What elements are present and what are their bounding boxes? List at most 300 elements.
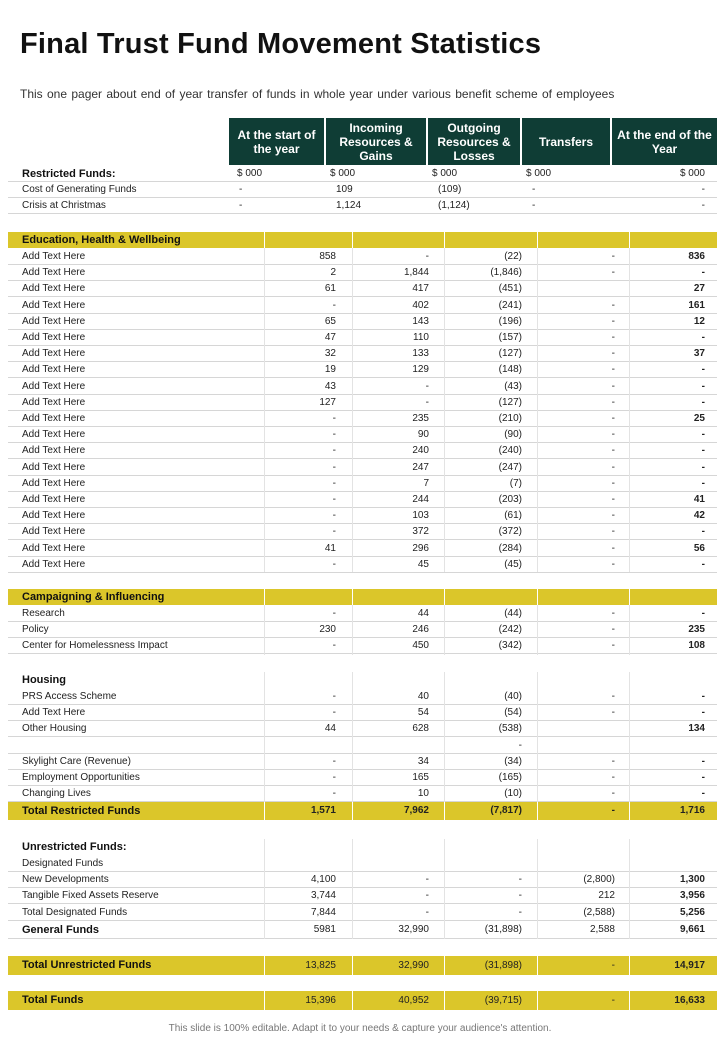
value-cell: (284) [498,542,522,554]
value-cell: - [701,772,705,783]
footer-note: This slide is 100% editable. Adapt it to your needs & capture your audience's attention. [168,1023,552,1034]
value-cell: - [611,396,615,408]
value-cell: - [611,542,615,554]
value-cell: (127) [498,348,522,360]
column-separator [537,605,538,655]
value-cell: (203) [498,494,522,505]
value-cell: - [332,413,336,424]
column-divider [352,589,353,605]
value-cell: 44 [324,723,336,735]
value-cell: - [611,691,615,702]
value-cell: 9,661 [679,924,705,935]
value-cell: - [332,510,336,522]
table-row [8,638,717,654]
value-cell: - [332,526,336,538]
table-row [8,622,717,638]
value-cell: (54) [504,707,522,719]
value-cell: 417 [412,283,429,295]
value-cell: 858 [319,251,336,262]
value-cell: - [332,494,336,505]
table-row [8,265,717,281]
value-cell: 19 [324,364,336,376]
table-row [8,314,717,330]
total-unrestricted-row [8,956,717,975]
table-row [8,362,717,378]
value-cell: (61) [504,510,522,522]
value-cell: 247 [412,461,429,473]
row-label: PRS Access Scheme [22,691,117,702]
row-label: Cost of Generating Funds [22,184,137,195]
value-cell: - [611,251,615,262]
value-cell: - [701,788,705,800]
value-cell: 7,844 [310,906,336,918]
value-cell: 10 [417,788,429,800]
value-cell: (538) [498,723,522,735]
value-cell: - [611,640,615,652]
value-cell: (451) [498,283,522,295]
value-cell: 235 [412,413,429,424]
column-separator [264,672,265,802]
row-label: Add Text Here [22,494,86,505]
column-separator [629,672,630,802]
value-cell: (342) [498,640,522,652]
table-row [8,541,717,557]
value-cell: 13,825 [305,960,336,971]
table-row [8,198,717,214]
value-cell: - [701,461,705,473]
value-cell: 5,256 [679,906,705,918]
value-cell: - [611,960,615,971]
row-label: Total Restricted Funds [22,805,141,817]
value-cell: 2 [330,267,336,279]
value-cell: - [611,315,615,327]
value-cell: - [532,184,536,195]
value-cell: - [611,526,615,538]
row-label: Add Text Here [22,477,86,489]
table-row [8,856,717,872]
value-cell [540,856,615,872]
table-row [8,872,717,888]
value-cell: (40) [504,691,522,702]
column-header-end: At the end of the Year [612,118,717,165]
value-cell: (1,124) [438,200,470,211]
table-row [8,492,717,508]
row-label: Add Text Here [22,396,86,408]
value-cell: - [611,805,615,816]
value-cell: - [701,691,705,702]
value-cell: (2,588) [583,906,615,918]
value-cell: 5981 [313,924,336,935]
section-restricted [8,166,717,182]
value-cell: - [425,890,429,902]
value-cell: (240) [498,445,522,457]
value-cell: 212 [598,890,615,902]
column-divider [629,589,630,605]
row-label: Total Funds [22,994,84,1006]
column-separator [352,248,353,572]
table-row [8,905,717,921]
column-header-start: At the start of the year [229,118,324,165]
value-cell: - [701,707,705,719]
value-cell: - [425,906,429,918]
row-label: Add Text Here [22,413,86,424]
value-cell: 3,956 [679,890,705,902]
value-cell: (372) [498,526,522,538]
value-cell: (1,846) [490,267,522,279]
row-label: Center for Homelessness Impact [22,640,168,652]
value-cell: - [701,364,705,376]
column-divider [352,991,353,1010]
value-cell: (210) [498,413,522,424]
value-cell: 43 [324,380,336,392]
row-label: Restricted Funds: [22,168,116,180]
value-cell: - [611,299,615,311]
value-cell: 240 [412,445,429,457]
total-restricted-row [8,802,717,820]
value-cell: - [701,332,705,343]
value-cell: - [611,788,615,800]
row-label: Add Text Here [22,348,86,360]
value-cell: 42 [693,510,705,522]
value-cell: 402 [412,299,429,311]
column-separator [629,839,630,939]
row-label: Add Text Here [22,251,86,262]
value-cell: (157) [498,332,522,343]
column-separator [444,839,445,939]
value-cell: - [332,755,336,767]
column-divider [352,956,353,975]
table-row [8,443,717,459]
column-separator [537,672,538,802]
value-cell: - [611,364,615,376]
section-campaigning [8,589,717,605]
value-cell: - [611,380,615,392]
value-cell: 1,844 [403,267,429,279]
value-cell: - [611,995,615,1006]
value-cell: - [425,396,429,408]
value-cell [633,738,705,754]
table-row [8,411,717,427]
value-cell: 244 [412,494,429,505]
value-cell: 32,990 [398,924,429,935]
section-unrestricted [8,839,717,855]
value-cell: 65 [324,315,336,327]
value-cell: - [701,445,705,457]
general-funds-row [8,921,717,939]
value-cell: 15,396 [305,995,336,1006]
table-row [8,524,717,540]
value-cell: - [332,299,336,311]
table-row [8,427,717,443]
column-divider [629,991,630,1010]
value-cell: - [611,755,615,767]
unit-label: $ 000 [679,168,705,179]
table-row [8,754,717,770]
value-cell: 296 [412,542,429,554]
value-cell: - [518,874,522,886]
value-cell [448,856,522,872]
value-cell: 108 [688,640,705,652]
row-label: Skylight Care (Revenue) [22,755,131,767]
value-cell: 41 [324,542,336,554]
table-row [8,182,717,198]
value-cell: - [701,380,705,392]
value-cell: (2,800) [583,874,615,886]
row-label: Employment Opportunities [22,772,140,783]
table-row [8,476,717,492]
column-separator [629,605,630,655]
column-divider [444,991,445,1010]
row-label: Add Text Here [22,526,86,538]
value-cell: (43) [504,380,522,392]
value-cell: 836 [688,251,705,262]
column-separator [352,839,353,939]
column-separator [537,248,538,572]
value-cell [264,738,336,754]
column-separator [444,248,445,572]
row-label: Add Text Here [22,429,86,441]
value-cell: 129 [412,364,429,376]
value-cell: - [611,445,615,457]
value-cell: 110 [413,332,429,343]
value-cell: - [332,772,336,783]
table-row [8,330,717,346]
value-cell: (10) [504,788,522,800]
table-row [8,770,717,786]
row-label: Crisis at Christmas [22,200,106,211]
row-label: Campaigning & Influencing [22,591,165,603]
value-cell: 1,716 [679,805,705,816]
value-cell: - [332,445,336,457]
value-cell: - [239,200,243,211]
table-row [8,298,717,314]
value-cell: (90) [504,429,522,441]
value-cell: 127 [319,396,336,408]
column-divider [537,802,538,820]
column-separator [264,248,265,572]
row-label: Tangible Fixed Assets Reserve [22,890,159,902]
row-label: Add Text Here [22,707,86,719]
row-label: Add Text Here [22,542,86,554]
value-cell: - [425,874,429,886]
row-label: Add Text Here [22,558,86,570]
table-row [8,281,717,297]
value-cell: - [611,608,615,619]
table-row [8,738,717,754]
page-subtitle: This one pager about end of year transfer of funds in whole year under various benefit scheme of employees [20,87,615,101]
table-row [8,346,717,362]
column-divider [444,956,445,975]
row-label: Add Text Here [22,445,86,457]
column-divider [629,802,630,820]
value-cell: - [332,558,336,570]
value-cell: (22) [504,251,522,262]
row-label: Total Designated Funds [22,906,128,918]
value-cell: - [701,558,705,570]
value-cell: (127) [498,396,522,408]
value-cell: - [518,739,522,751]
value-cell: 45 [417,558,429,570]
value-cell: - [611,772,615,783]
value-cell: 1,571 [310,805,336,816]
column-divider [264,956,265,975]
value-cell: - [611,332,615,343]
table-row [8,721,717,737]
row-label: Changing Lives [22,788,91,800]
value-cell: 61 [324,283,336,295]
value-cell: - [611,429,615,441]
value-cell: - [332,477,336,489]
column-separator [444,672,445,802]
value-cell: 47 [324,332,336,343]
value-cell: 143 [412,315,429,327]
value-cell: 2,588 [589,924,615,935]
value-cell: 27 [693,283,705,295]
value-cell: (34) [504,755,522,767]
value-cell: - [332,429,336,441]
table-row [8,705,717,721]
value-cell: 165 [412,772,429,783]
value-cell: 103 [412,510,429,522]
value-cell: (242) [498,624,522,636]
column-divider [444,589,445,605]
value-cell: (45) [504,558,522,570]
value-cell: 134 [688,723,705,735]
column-separator [264,839,265,939]
row-label: Total Unrestricted Funds [22,959,152,971]
row-label: Housing [22,674,66,686]
row-label: Add Text Here [22,332,86,343]
value-cell: - [611,477,615,489]
value-cell: 56 [693,542,705,554]
value-cell: - [332,461,336,473]
row-label: Add Text Here [22,299,86,311]
unit-label: $ 000 [237,168,263,179]
column-header-transfers: Transfers [522,118,610,165]
row-label: Add Text Here [22,283,86,295]
row-label: Other Housing [22,723,87,735]
column-divider [537,232,538,248]
table-row [8,249,717,265]
column-divider [629,232,630,248]
value-cell: 1,300 [679,874,705,886]
value-cell: - [611,413,615,424]
row-label: Add Text Here [22,510,86,522]
row-label: Add Text Here [22,461,86,473]
column-separator [629,248,630,572]
column-divider [537,589,538,605]
value-cell: (165) [498,772,522,783]
value-cell: - [611,624,615,636]
value-cell [540,721,615,737]
value-cell: 41 [693,494,705,505]
value-cell: 25 [693,413,705,424]
value-cell: (39,715) [484,995,522,1006]
value-cell: - [425,380,429,392]
value-cell: - [611,267,615,279]
value-cell: 12 [693,315,705,327]
value-cell [633,856,705,872]
value-cell: 7,962 [403,805,429,816]
value-cell: - [701,267,705,279]
column-separator [537,839,538,939]
page-title: Final Trust Fund Movement Statistics [20,28,542,60]
row-label: Research [22,608,65,619]
value-cell: 16,633 [674,995,705,1006]
value-cell: 32 [324,348,336,360]
value-cell: - [611,510,615,522]
value-cell: - [332,691,336,702]
value-cell: (196) [498,315,522,327]
column-divider [537,956,538,975]
row-label: Policy [22,624,49,636]
value-cell: 40,952 [398,995,429,1006]
value-cell: - [701,396,705,408]
value-cell: 32,990 [398,960,429,971]
column-separator [264,605,265,655]
total-funds-row [8,991,717,1010]
value-cell: 1,124 [336,200,362,211]
value-cell: 4,100 [310,874,336,886]
value-cell: - [611,461,615,473]
value-cell: - [701,429,705,441]
value-cell: 54 [417,707,429,719]
column-divider [352,802,353,820]
value-cell: 161 [688,299,705,311]
value-cell: (7) [509,477,522,489]
table-row [8,379,717,395]
value-cell: - [611,494,615,505]
value-cell: - [518,890,522,902]
column-header-incoming: Incoming Resources & Gains [326,118,426,165]
value-cell: 235 [688,624,705,636]
value-cell: - [332,608,336,619]
value-cell [540,738,615,754]
row-label: General Funds [22,924,100,936]
table-row [8,395,717,411]
value-cell [264,856,336,872]
column-divider [629,956,630,975]
value-cell: - [701,526,705,538]
row-label: Add Text Here [22,315,86,327]
value-cell: 133 [412,348,429,360]
table-row [8,888,717,904]
table-row [8,606,717,622]
value-cell: - [332,640,336,652]
column-header-outgoing: Outgoing Resources & Losses [428,118,520,165]
value-cell: 628 [412,723,429,735]
value-cell: - [701,608,705,619]
table-row [8,557,717,573]
value-cell: - [701,184,705,195]
table-row [8,689,717,705]
value-cell: (31,898) [484,924,522,935]
unit-label: $ 000 [526,168,552,179]
column-divider [444,232,445,248]
value-cell: - [611,558,615,570]
value-cell: - [332,788,336,800]
row-label: Add Text Here [22,267,86,279]
value-cell: - [701,755,705,767]
unit-label: $ 000 [432,168,458,179]
value-cell: 450 [412,640,429,652]
value-cell: 7 [423,477,429,489]
section-housing [8,672,717,688]
value-cell: 372 [412,526,429,538]
value-cell: - [701,477,705,489]
value-cell: - [425,251,429,262]
column-separator [352,605,353,655]
